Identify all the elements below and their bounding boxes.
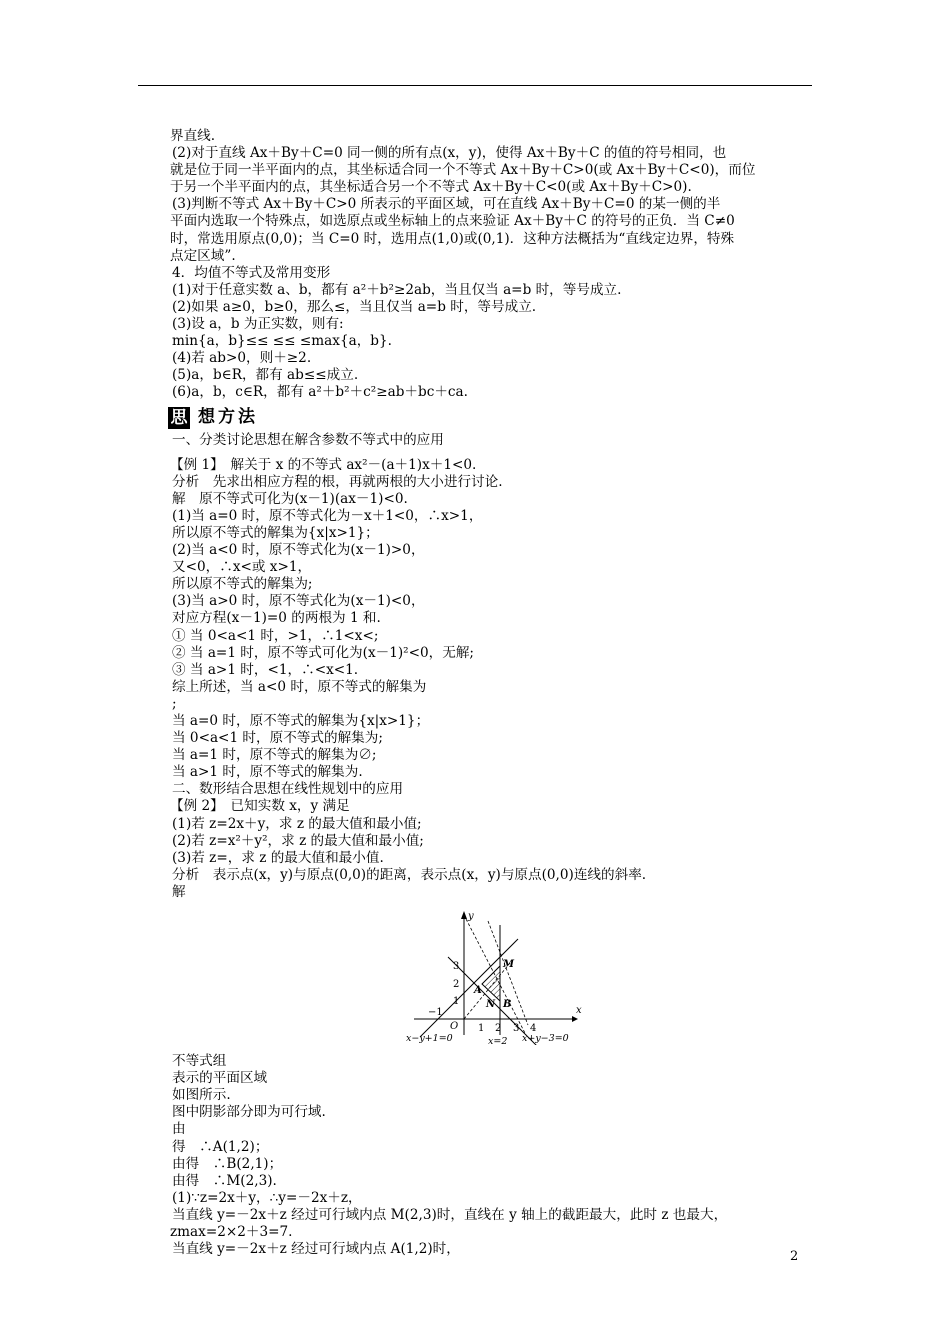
text-line: 平面内选取一个特殊点，如选原点或坐标轴上的点来验证 Ax＋By＋C 的符号的正负．当 C≠0 [170, 213, 735, 230]
text-line: 界直线. [170, 128, 216, 144]
page-number: 2 [790, 1249, 799, 1264]
text-line: zmax=2×2＋3=7. [170, 1223, 293, 1240]
text-line: (3)设 a，b 为正实数，则有: [172, 316, 344, 333]
feasible-region-figure [172, 907, 822, 1045]
tick-label: 3 [513, 1023, 520, 1035]
feasible-region [482, 966, 500, 1001]
text-line: 解 原不等式可化为(x－1)(ax－1)<0. [172, 490, 408, 507]
x-axis-arrow [572, 1016, 578, 1022]
text-line: 图中阴影部分即为可行域. [172, 1104, 326, 1121]
tick-label: 1 [453, 996, 460, 1008]
text-line: 当 a=0 时，原不等式的解集为{x|x>1}； [172, 713, 430, 729]
tick-label: −1 [428, 1007, 443, 1019]
text-line: 得 ∴A(1,2)； [172, 1138, 269, 1155]
text-line: 当 a=1 时，原不等式的解集为∅; [172, 747, 377, 764]
text-line: (4)若 ab>0，则＋≥2. [172, 350, 312, 367]
x-axis-label: x [576, 1005, 582, 1017]
y-axis-arrow [461, 911, 467, 919]
text-line: 当直线 y=－2x＋z 经过可行域内点 M(2,3)时，直线在 y 轴上的截距最大，此时 z 也最大， [172, 1206, 728, 1223]
text-line: 点定区域”. [170, 247, 236, 264]
section-heading-box: 思 [168, 407, 190, 429]
text-line: ③ 当 a>1 时，<1，∴<x<1. [172, 661, 359, 678]
subsection-title: 二、数形结合思想在线性规划中的应用 [172, 781, 404, 798]
point-label-N: N [486, 999, 496, 1011]
tick-label: 1 [478, 1023, 485, 1035]
text-line: 所以原不等式的解集为{x|x>1}； [172, 524, 379, 541]
section-heading-text: 想方法 [198, 406, 258, 427]
example-title: 【例 2】 已知实数 x，y 满足 [170, 798, 350, 815]
text-line: 如图所示. [172, 1087, 231, 1104]
tick-label: 3 [453, 961, 460, 973]
text-line: 所以原不等式的解集为; [172, 576, 313, 593]
text-line: 表示的平面区域 [172, 1070, 268, 1087]
text-line: 解 [172, 883, 186, 900]
text-line: 当 a>1 时，原不等式的解集为. [172, 764, 363, 781]
text-line: 不等式组 [172, 1053, 227, 1070]
page-body [172, 128, 822, 1258]
header-rule [138, 85, 812, 86]
text-line: (1)对于任意实数 a、b，都有 a²＋b²≥2ab，当且仅当 a=b 时，等号成立. [172, 281, 622, 298]
y-axis-label: y [468, 911, 474, 923]
text-line: ① 当 0<a<1 时，>1，∴1<x<; [172, 627, 379, 644]
origin-label: O [450, 1021, 459, 1033]
text-line: 由得 ∴B(2,1)； [172, 1155, 283, 1172]
coordinate-plot [406, 907, 586, 1045]
point-label-A: A [474, 985, 482, 997]
text-line: 时，常选用原点(0,0)；当 C=0 时，选用点(1,0)或(0,1)．这种方法概括为“直线定边界，特殊 [170, 230, 735, 247]
line-x-minus-y-plus-1 [420, 939, 518, 1037]
point-label-B: B [503, 999, 512, 1011]
text-line: 对应方程(x－1)=0 的两根为 1 和. [172, 610, 381, 627]
equation-label: x+y−3=0 [522, 1033, 569, 1045]
tick-label: 2 [495, 1023, 502, 1035]
text-line: 就是位于同一半平面内的点，其坐标适合同一个不等式 Ax＋By＋C>0(或 Ax＋By＋C<0)，而位 [170, 162, 756, 179]
subsection-title: 一、分类讨论思想在解含参数不等式中的应用 [172, 431, 444, 448]
equation-label: x=2 [488, 1036, 508, 1046]
text-line: 又<0，∴x<或 x>1， [172, 559, 312, 576]
text-line: (3)判断不等式 Ax＋By＋C>0 所表示的平面区域，可在直线 Ax＋By＋C=0 的某一侧的半 [172, 196, 721, 213]
text-line: ; [172, 695, 177, 712]
text-line: (2)对于直线 Ax＋By＋C=0 同一侧的所有点(x，y)，使得 Ax＋By＋C 的值的符号相同，也 [172, 145, 727, 162]
text-line: (2)当 a<0 时，原不等式化为(x－1)>0， [172, 542, 425, 559]
text-line: (2)若 z=x²＋y²，求 z 的最大值和最小值; [172, 832, 424, 849]
equation-label: x−y+1=0 [406, 1033, 453, 1045]
text-line: 分析 表示点(x，y)与原点(0,0)的距离，表示点(x，y)与原点(0,0)连线的斜率. [172, 866, 647, 883]
text-line: (1)当 a=0 时，原不等式化为－x＋1<0，∴x>1， [172, 507, 483, 524]
text-line: (3)当 a>0 时，原不等式化为(x－1)<0， [172, 593, 425, 610]
text-line: 于另一个半平面内的点，其坐标适合另一个不等式 Ax＋By＋C<0(或 Ax＋By＋C>0). [170, 179, 692, 196]
text-line: 分析 先求出相应方程的根，再就两根的大小进行讨论. [172, 473, 503, 490]
text-line: min{a，b}≤≤ ≤≤ ≤max{a，b}. [172, 333, 392, 350]
text-line: (2)如果 a≥0，b≥0，那么≤，当且仅当 a=b 时，等号成立. [172, 298, 537, 315]
level-line [466, 919, 526, 1035]
text-line: 综上所述，当 a<0 时，原不等式的解集为 [172, 678, 427, 695]
tick-label: 2 [453, 979, 460, 991]
point-label-M: M [503, 959, 515, 971]
text-line: (3)若 z=，求 z 的最大值和最小值. [172, 849, 384, 866]
text-line: (1)若 z=2x＋y，求 z 的最大值和最小值; [172, 815, 422, 832]
text-line: (5)a，b∈R，都有 ab≤≤成立. [172, 367, 359, 384]
text-line: 当 0<a<1 时，原不等式的解集为; [172, 730, 383, 747]
text-line: (6)a，b，c∈R，都有 a²＋b²＋c²≥ab＋bc＋ca. [172, 384, 468, 401]
text-line: 由得 ∴M(2,3). [172, 1172, 277, 1189]
text-line: (1)∵z=2x＋y，∴y=－2x＋z， [172, 1189, 362, 1206]
text-line: ② 当 a=1 时，原不等式可化为(x－1)²<0，无解; [172, 644, 475, 661]
text-line: 4．均值不等式及常用变形 [172, 264, 331, 281]
spacer [172, 449, 822, 457]
section-heading [168, 406, 822, 430]
text-line: 由 [172, 1121, 186, 1138]
tick-label: 4 [530, 1023, 537, 1035]
text-line: 当直线 y=－2x＋z 经过可行域内点 A(1,2)时， [172, 1241, 460, 1258]
example-title: 【例 1】 解关于 x 的不等式 ax²－(a＋1)x＋1<0. [170, 456, 477, 473]
